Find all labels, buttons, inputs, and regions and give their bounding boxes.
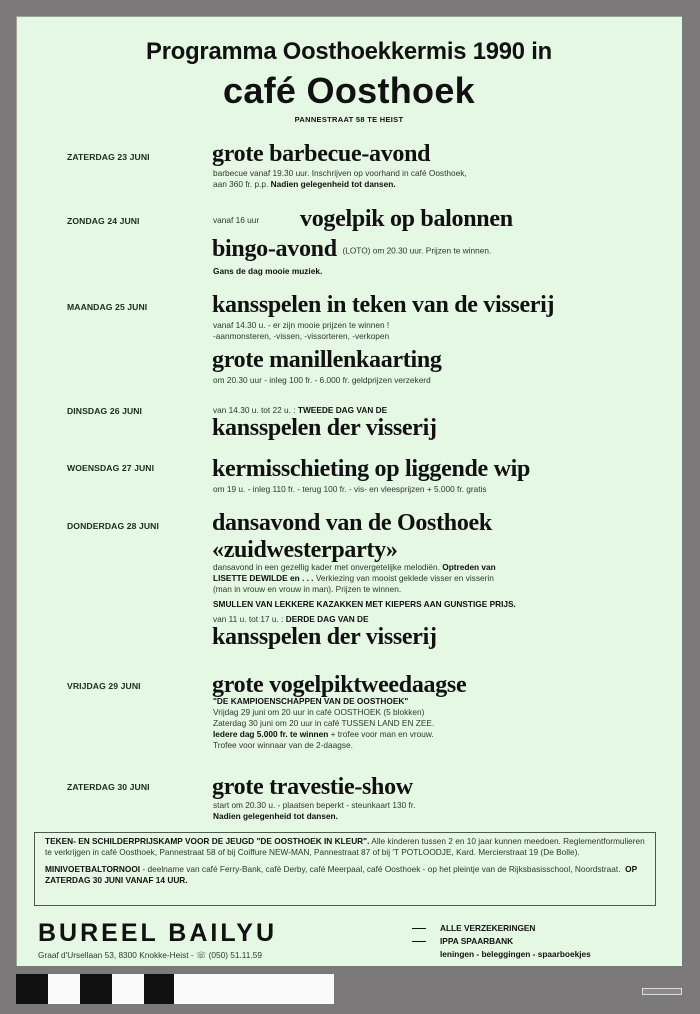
- event-title: kermisschieting op liggende wip: [212, 456, 531, 482]
- calibration-block-black: [16, 974, 48, 1004]
- event-note-bold: Nadien gelegenheid tot dansen.: [213, 811, 338, 821]
- event-note: [213, 811, 338, 822]
- scale-bar-icon: [642, 988, 682, 995]
- sponsor-address: Graaf d'Ursellaan 53, 8300 Knokke-Heist - ☏ (050) 51.11.59: [38, 950, 262, 960]
- event-details-bold: Iedere dag 5.000 fr. te winnen: [213, 729, 329, 739]
- service-label: ALLE VERZEKERINGEN: [440, 923, 536, 933]
- notice-heading: TEKEN- EN SCHILDERPRIJSKAMP VOOR DE JEUGD "DE OOSTHOEK IN KLEUR".: [45, 836, 370, 846]
- event-time-bold: DERDE DAG VAN DE: [285, 614, 369, 624]
- poster-sheet: [16, 16, 682, 966]
- event-title: grote travestie-show: [212, 774, 413, 800]
- poster-title: Programma Oosthoekkermis 1990 in: [146, 38, 552, 65]
- service-note: leningen - beleggingen - spaarboekjes: [440, 949, 591, 959]
- event-note: [213, 599, 516, 610]
- notice-football-tournament: [45, 864, 645, 887]
- event-title: grote barbecue-avond: [212, 141, 431, 167]
- event-title: vogelpik op balonnen: [300, 206, 513, 232]
- notice-text: Alle kinderen tussen 2 en 10 jaar kunnen meedoen. Reglementformulieren te verkrijgen in café Oosthoek, Pannestraat 58 of bij Coiffure NEW-MAN, Pannestraat 87 of bij 'T POTLOODJE, Kard. Mercierstraat 19 (De Bolle).: [45, 836, 645, 858]
- event-details: [213, 573, 494, 584]
- event-details-text: aan 360 fr. p.p.: [213, 179, 269, 189]
- sponsor-services: [412, 922, 591, 961]
- notice-box: [34, 832, 656, 906]
- event-details: (man in vrouw en vrouw in man). Prijzen te winnen.: [213, 584, 402, 594]
- event-details: -aanmonsteren, -vissen, -vissorteren, -verkopen: [213, 331, 390, 341]
- event-subtitle: «zuidwesterparty»: [212, 537, 398, 563]
- calibration-block-white: [48, 974, 80, 1004]
- day-label: DONDERDAG 28 JUNI: [67, 521, 159, 531]
- sponsor-name: BUREEL BAILYU: [38, 919, 278, 947]
- event-title-row: [212, 236, 491, 263]
- event-details: Zaterdag 30 juni om 20 uur in café TUSSEN LAND EN ZEE.: [213, 718, 435, 728]
- calibration-block-white: [174, 974, 334, 1004]
- event-details-bold: Nadien gelegenheid tot dansen.: [270, 179, 396, 189]
- event-details-bold: LISETTE DEWILDE en . . .: [213, 573, 314, 583]
- event-details: om 20.30 uur - inleg 100 fr. - 6.000 fr. geldprijzen verzekerd: [213, 375, 431, 385]
- calibration-block-white: [112, 974, 144, 1004]
- event-title: grote vogelpiktweedaagse: [212, 672, 467, 698]
- event-subtitle-bold: "DE KAMPIOENSCHAPPEN VAN DE OOSTHOEK": [213, 696, 409, 706]
- event-note: [213, 266, 322, 277]
- day-label: MAANDAG 25 JUNI: [67, 302, 148, 312]
- event-details: (LOTO) om 20.30 uur. Prijzen te winnen.: [342, 245, 492, 256]
- event-details: om 19 u. - inleg 110 fr. - terug 100 fr. - vis- en vleesprijzen + 5.000 fr. gratis: [213, 484, 487, 494]
- event-time: vanaf 16 uur: [213, 215, 260, 225]
- event-note-bold: Gans de dag mooie muziek.: [213, 266, 323, 276]
- event-details: [213, 179, 396, 190]
- event-details: Vrijdag 29 juni om 20 uur in café OOSTHOEK (5 blokken): [213, 707, 425, 717]
- event-details: barbecue vanaf 19.30 uur. Inschrijven op voorhand in café Oosthoek,: [213, 168, 467, 178]
- event-subtitle: [213, 696, 408, 707]
- event-details: [213, 562, 496, 573]
- venue-title: café Oosthoek: [223, 70, 475, 111]
- event-details-bold: Optreden van: [442, 562, 496, 572]
- dash-icon: [412, 928, 426, 929]
- event-title: dansavond van de Oosthoek: [212, 510, 492, 536]
- venue-address: PANNESTRAAT 58 TE HEIST: [294, 115, 404, 124]
- event-time-bold: TWEEDE DAG VAN DE: [297, 405, 388, 415]
- event-title: bingo-avond: [212, 236, 337, 262]
- day-label: WOENSDAG 27 JUNI: [67, 463, 155, 473]
- event-note-bold: SMULLEN VAN LEKKERE KAZAKKEN MET KIEPERS AAN GUNSTIGE PRIJS.: [213, 599, 516, 609]
- day-label: DINSDAG 26 JUNI: [67, 406, 143, 416]
- day-label: VRIJDAG 29 JUNI: [67, 681, 141, 691]
- day-label: ZATERDAG 30 JUNI: [67, 782, 150, 792]
- event-title: grote manillenkaarting: [212, 347, 442, 373]
- event-details: vanaf 14.30 u. - er zijn mooie prijzen te winnen !: [213, 320, 390, 330]
- event-details: Trofee voor winnaar van de 2-daagse.: [213, 740, 353, 750]
- notice-date: OP ZATERDAG 30 JUNI VANAF 14 UUR.: [45, 863, 637, 886]
- service-item: [412, 922, 591, 935]
- event-details: [213, 729, 434, 740]
- calibration-block-black: [80, 974, 112, 1004]
- event-time-text: van 11 u. tot 17 u. :: [213, 614, 284, 624]
- event-details-text: dansavond in een gezellig kader met onvergetelijke melodiën.: [213, 562, 440, 572]
- notice-heading: MINIVOETBALTORNOOI: [45, 863, 141, 874]
- event-title: kansspelen der visserij: [212, 624, 437, 650]
- notice-drawing-contest: [45, 836, 645, 859]
- notice-text: - deelname van café Ferry-Bank, café Derby, café Meerpaal, café Oosthoek - op het pleintje van de Rijksbasisschool, Noordstraat.: [142, 863, 621, 874]
- service-item: [412, 935, 591, 948]
- event-details-text: + trofee voor man en vrouw.: [330, 729, 434, 739]
- service-label: IPPA SPAARBANK: [440, 936, 514, 946]
- event-title: kansspelen der visserij: [212, 415, 437, 441]
- day-label: ZONDAG 24 JUNI: [67, 216, 140, 226]
- event-details: start om 20.30 u. - plaatsen beperkt - steunkaart 130 fr.: [213, 800, 416, 810]
- event-details-text: Verkiezing van mooist geklede visser en visserin: [315, 573, 494, 583]
- calibration-block-black: [144, 974, 174, 1004]
- dash-icon: [412, 941, 426, 942]
- event-title: kansspelen in teken van de visserij: [212, 292, 555, 318]
- event-time-text: van 14.30 u. tot 22 u. :: [213, 405, 296, 415]
- day-label: ZATERDAG 23 JUNI: [67, 152, 150, 162]
